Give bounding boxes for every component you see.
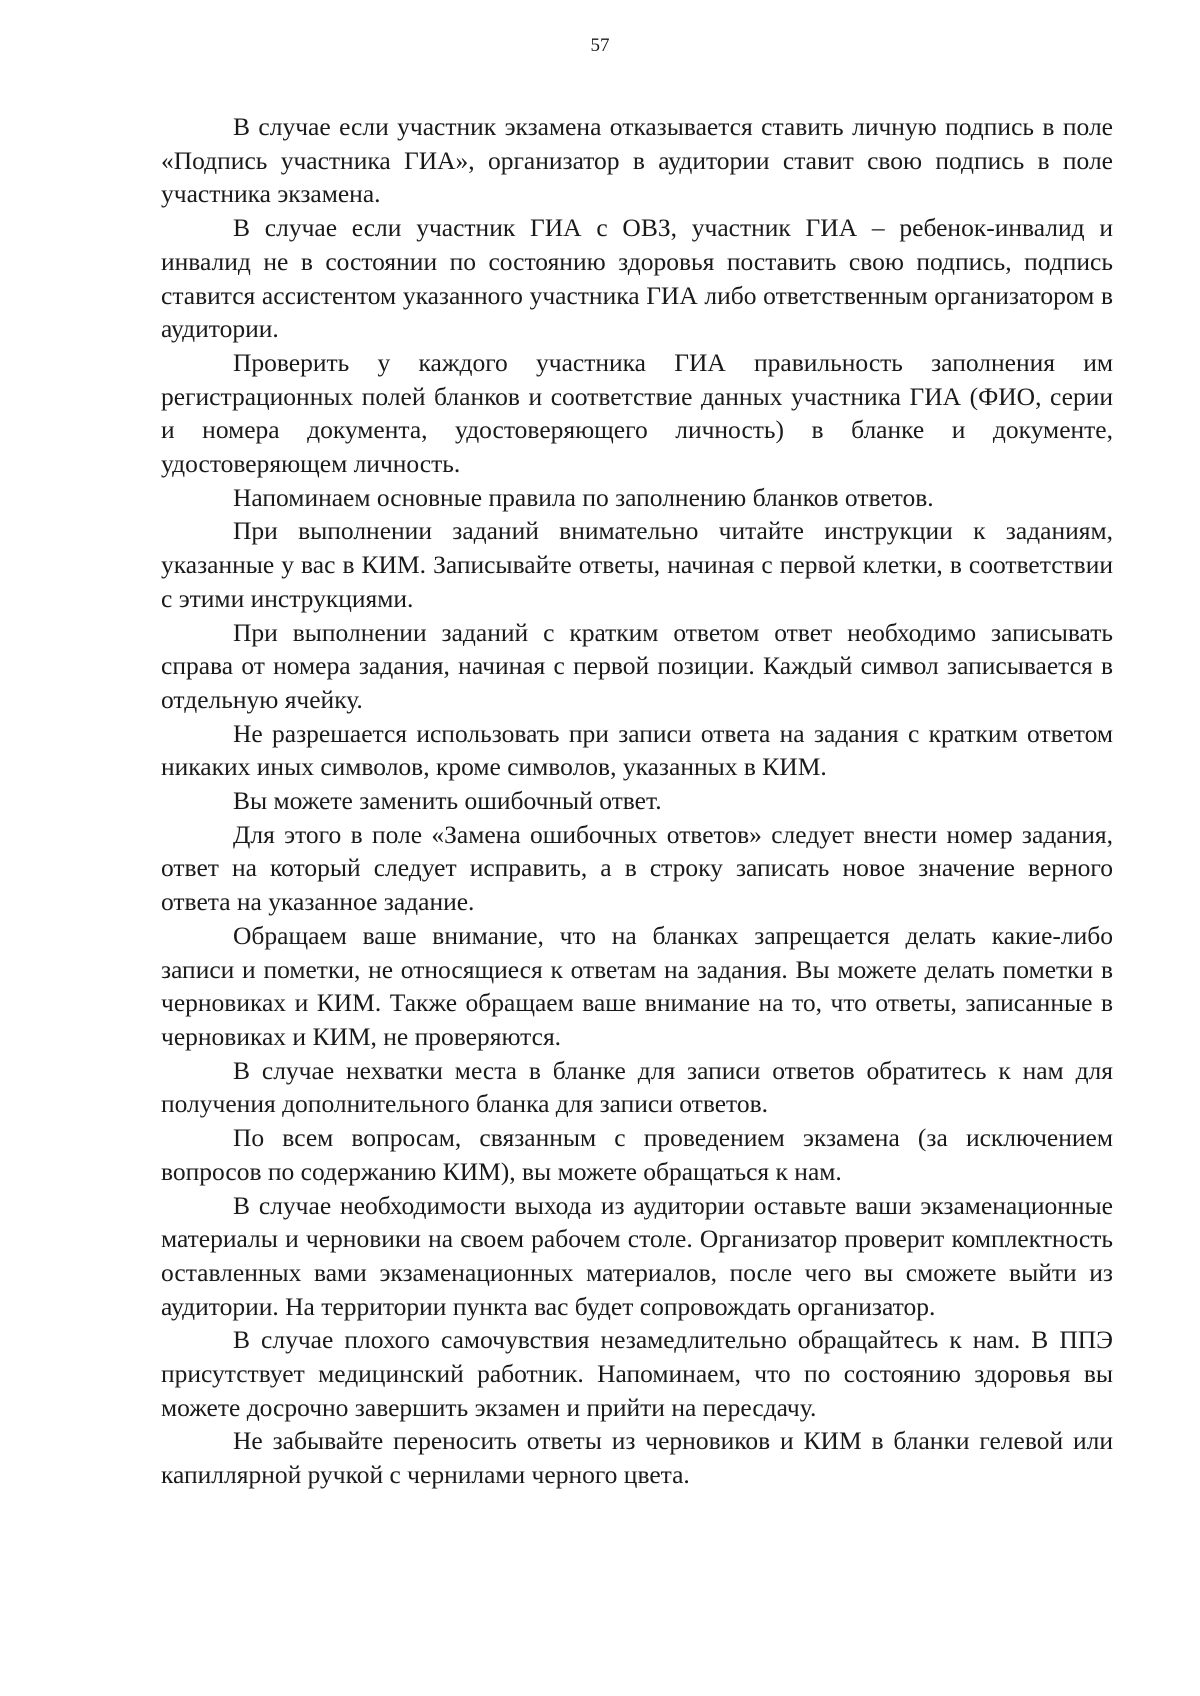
paragraph-leaving-room: В случае необходимости выхода из аудитории оставьте ваши экзаменационные материалы и черновики на своем рабочем столе. Организатор проверит комплектность оставленных вами экзаменационных материалов, после чего вы сможете выйти из аудитории. На территории пункта вас будет сопровождать организатор.	[161, 1190, 1113, 1321]
paragraph-signature-assistant: В случае если участник ГИА с ОВЗ, участник ГИА – ребенок-инвалид и инвалид не в состоянии по состоянию здоровья поставить свою подпись, подпись ставится ассистентом указанного участника ГИА либо ответственным организатором в аудитории.	[161, 213, 1113, 344]
paragraph-no-marks: Обращаем ваше внимание, что на бланках запрещается делать какие-либо записи и пометки, не относящиеся к ответам на задания. Вы можете делать пометки в черновиках и КИМ. Также обращаем ваше внимание на то, что ответы, записанные в черновиках и КИМ, не проверяются.	[161, 920, 1113, 1051]
paragraph-rules-intro: Напоминаем основные правила по заполнению бланков ответов.	[233, 482, 934, 512]
paragraph-replacement-field: Для этого в поле «Замена ошибочных ответов» следует внести номер задания, ответ на который следует исправить, а в строку записать новое значение верного ответа на указанное задание.	[161, 819, 1113, 917]
paragraph-health: В случае плохого самочувствия незамедлительно обращайтесь к нам. В ППЭ присутствует медицинский работник. Напоминаем, что по состоянию здоровья вы можете досрочно завершить экзамен и прийти на пересдачу.	[161, 1325, 1113, 1422]
paragraph-read-instructions: При выполнении заданий внимательно читайте инструкции к заданиям, указанные у вас в КИМ. Записывайте ответы, начиная с первой клетки, в соответствии с этими инструкциями.	[161, 516, 1113, 613]
paragraph-extra-form: В случае нехватки места в бланке для записи ответов обратитесь к нам для получения дополнительного бланка для записи ответов.	[161, 1055, 1113, 1119]
paragraph-signature-refusal: В случае если участник экзамена отказывается ставить личную подпись в поле «Подпись участника ГИА», организатор в аудитории ставит свою подпись в поле участника экзамена.	[161, 112, 1113, 209]
paragraph-transfer-answers: Не забывайте переносить ответы из черновиков и КИМ в бланки гелевой или капиллярной ручкой с чернилами черного цвета.	[161, 1426, 1113, 1490]
body-text	[161, 110, 1113, 1492]
paragraph-replace-answer: Вы можете заменить ошибочный ответ.	[233, 786, 662, 816]
page-number: 57	[590, 35, 610, 56]
paragraph-short-answer: При выполнении заданий с кратким ответом ответ необходимо записывать справа от номера задания, начиная с первой позиции. Каждый символ записывается в отдельную ячейку.	[161, 617, 1113, 714]
paragraph-check-registration: Проверить у каждого участника ГИА правильность заполнения им регистрационных полей бланков и соответствие данных участника ГИА (ФИО, серии и номера документа, удостоверяющего личность) в бланке и документе, удостоверяющем личность.	[161, 347, 1113, 479]
paragraph-allowed-symbols: Не разрешается использовать при записи ответа на задания с кратким ответом никаких иных символов, кроме символов, указанных в КИМ.	[161, 718, 1113, 782]
paragraph-questions: По всем вопросам, связанным с проведением экзамена (за исключением вопросов по содержанию КИМ), вы можете обращаться к нам.	[161, 1123, 1113, 1186]
